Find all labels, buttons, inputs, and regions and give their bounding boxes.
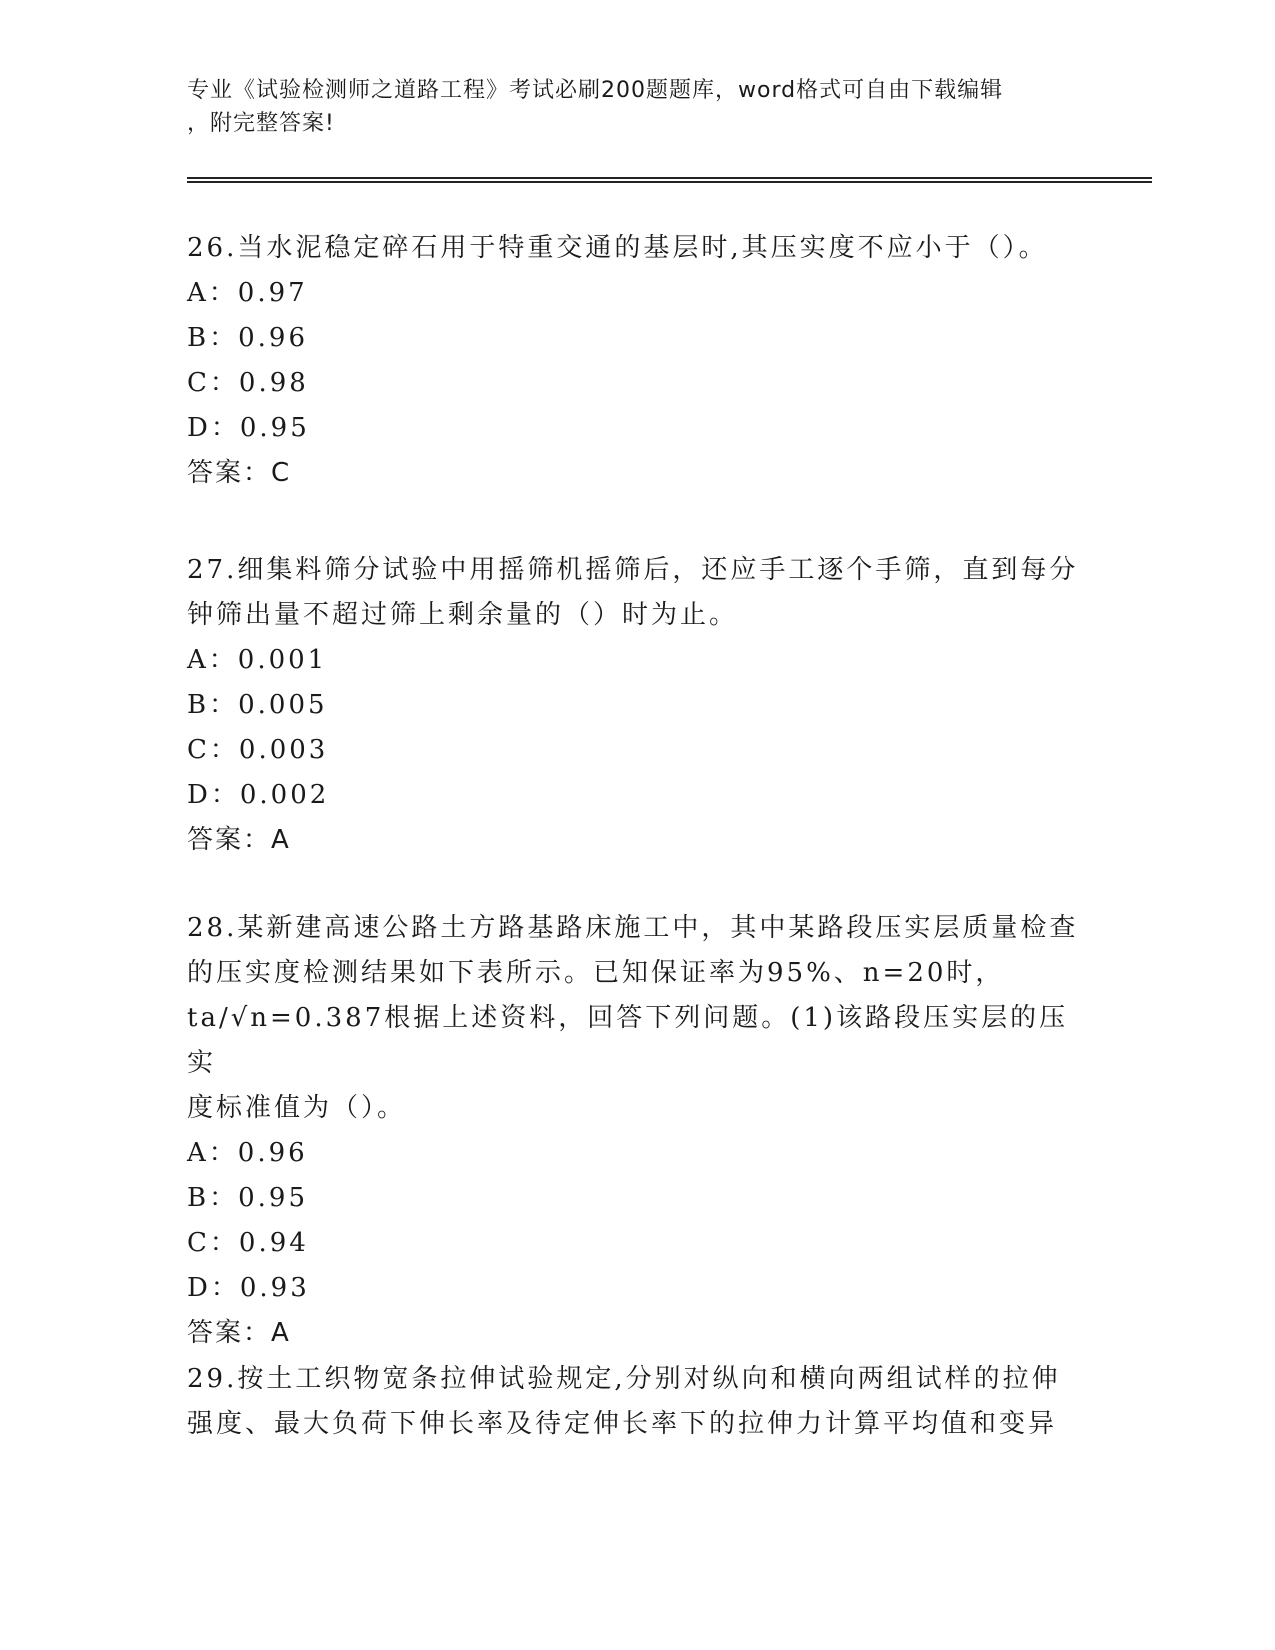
option-d xyxy=(187,773,1087,818)
option-value: 0.95 xyxy=(239,413,310,443)
question-26 xyxy=(187,226,1087,496)
option-letter: B： xyxy=(187,323,239,353)
option-a xyxy=(187,638,1087,683)
option-letter: A： xyxy=(187,645,238,675)
option-c xyxy=(187,728,1087,773)
option-b xyxy=(187,316,1087,361)
option-value: 0.003 xyxy=(238,735,329,765)
answer-line: 答案：A xyxy=(187,825,291,855)
header-line-1: 专业《试验检测师之道路工程》考试必刷200题题库，word格式可自由下载编辑 xyxy=(187,78,1004,103)
question-stem-line-1: 27.细集料筛分试验中用摇筛机摇筛后，还应手工逐个手筛，直到每分 xyxy=(187,555,1079,585)
option-b xyxy=(187,683,1087,728)
option-letter: D： xyxy=(187,780,240,810)
question-stem-line-4: 度标准值为（）。 xyxy=(187,1093,407,1123)
question-stem-line-1: 29.按土工织物宽条拉伸试验规定,分别对纵向和横向两组试样的拉伸 xyxy=(187,1364,1061,1394)
option-letter: C： xyxy=(187,368,239,398)
option-value: 0.001 xyxy=(237,645,328,675)
option-letter: B： xyxy=(187,690,239,720)
question-stem: 26.当水泥稳定碎石用于特重交通的基层时,其压实度不应小于（）。 xyxy=(187,233,1048,263)
option-value: 0.98 xyxy=(238,368,309,398)
option-letter: A： xyxy=(187,278,238,308)
option-value: 0.95 xyxy=(238,1183,308,1213)
header-line-2: ，附完整答案! xyxy=(187,111,335,136)
header-divider xyxy=(187,177,1152,183)
option-value: 0.96 xyxy=(238,323,308,353)
option-c xyxy=(187,1221,1087,1266)
question-28 xyxy=(187,906,1087,1356)
option-letter: C： xyxy=(187,735,239,765)
option-value: 0.96 xyxy=(237,1138,308,1168)
answer-line: 答案：A xyxy=(187,1318,291,1348)
document-header xyxy=(187,74,1087,140)
option-value: 0.005 xyxy=(238,690,328,720)
option-letter: B： xyxy=(187,1183,239,1213)
question-29 xyxy=(187,1357,1087,1447)
option-letter: D： xyxy=(187,413,240,443)
option-value: 0.97 xyxy=(237,278,308,308)
option-d xyxy=(187,1266,1087,1311)
option-letter: A： xyxy=(187,1138,238,1168)
option-a xyxy=(187,1131,1087,1176)
question-stem-line-2: 强度、最大负荷下伸长率及待定伸长率下的拉伸力计算平均值和变异 xyxy=(187,1409,1058,1439)
option-value: 0.002 xyxy=(239,780,330,810)
answer-line: 答案：C xyxy=(187,458,292,488)
option-value: 0.93 xyxy=(239,1273,310,1303)
option-letter: C： xyxy=(187,1228,239,1258)
question-stem-line-3: ta/√n=0.387根据上述资料，回答下列问题。(1)该路段压实层的压实 xyxy=(187,1003,1069,1078)
question-27 xyxy=(187,548,1087,863)
option-d xyxy=(187,406,1087,451)
option-b xyxy=(187,1176,1087,1221)
option-letter: D： xyxy=(187,1273,240,1303)
question-stem-line-2: 钟筛出量不超过筛上剩余量的（）时为止。 xyxy=(187,600,739,630)
option-value: 0.94 xyxy=(238,1228,309,1258)
option-c xyxy=(187,361,1087,406)
question-stem-line-2: 的压实度检测结果如下表所示。已知保证率为95%、n=20时， xyxy=(187,958,1005,988)
question-stem-line-1: 28.某新建高速公路土方路基路床施工中，其中某路段压实层质量检查 xyxy=(187,913,1079,943)
option-a xyxy=(187,271,1087,316)
